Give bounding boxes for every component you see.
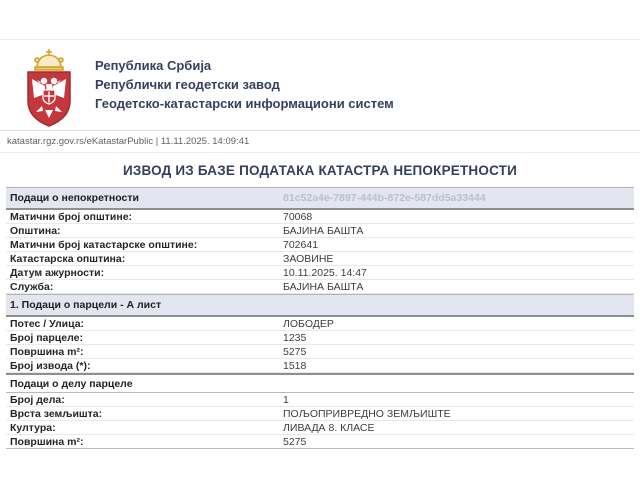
section-rows (6, 210, 634, 294)
header-line-system: Геодетско-катастарски информациони систем (95, 96, 394, 111)
table-row (6, 238, 634, 252)
section-header-property (6, 187, 634, 210)
row-value: ЛИВАДА 8. КЛАСЕ (283, 421, 375, 434)
table-row (6, 280, 634, 294)
header-title-block (95, 56, 394, 113)
row-label: Матични број општине: (10, 210, 133, 223)
row-label: Број извода (*): (10, 359, 91, 372)
table-row (6, 252, 634, 266)
row-label: Врста земљишта: (10, 407, 103, 420)
row-value: 702641 (283, 238, 319, 251)
row-value: 5275 (283, 345, 307, 358)
url-status-bar (0, 131, 640, 153)
table-row (6, 345, 634, 359)
app-header (0, 40, 640, 131)
row-value: 5275 (283, 435, 307, 448)
row-value: 10.11.2025. 14:47 (283, 266, 367, 279)
row-label: Култура: (10, 421, 56, 434)
section-title: 1. Подаци о парцели - А лист (10, 299, 162, 311)
page-title: ИЗВОД ИЗ БАЗЕ ПОДАТАКА КАТАСТРА НЕПОКРЕТНОСТИ (122, 162, 518, 178)
table-row (6, 317, 634, 331)
row-label: Катастарска општина: (10, 252, 126, 265)
row-label: Датум ажурности: (10, 266, 105, 279)
table-row (6, 421, 634, 435)
table-row (6, 210, 634, 224)
table-row (6, 224, 634, 238)
row-label: Служба: (10, 280, 54, 293)
cadastre-extract-table (6, 187, 634, 449)
header-line-agency: Републички геодетски завод (95, 77, 280, 92)
row-label: Површина m²: (10, 345, 84, 358)
table-row (6, 407, 634, 421)
row-value: ПОЉОПРИВРЕДНО ЗЕМЉИШТЕ (283, 407, 451, 420)
top-spacer (0, 0, 640, 40)
row-value: 70068 (283, 210, 313, 223)
row-value: 1235 (283, 331, 307, 344)
row-value: БАЈИНА БАШТА (283, 224, 364, 237)
row-label: Број парцеле: (10, 331, 83, 344)
table-row (6, 435, 634, 449)
row-label: Матични број катастарске општине: (10, 238, 198, 251)
table-row (6, 331, 634, 345)
section-property-data (6, 187, 634, 294)
url-and-timestamp: katastar.rgz.gov.rs/eKatastarPublic | 11.11.2025. 14:09:41 (7, 136, 250, 147)
row-value: 1518 (283, 359, 307, 372)
record-uuid: 81c52a4e-7897-444b-872e-587dd5a33444 (283, 192, 486, 204)
table-row (6, 266, 634, 280)
row-value: ЗАОВИНЕ (283, 252, 334, 265)
row-label: Број дела: (10, 393, 65, 406)
row-value: БАЈИНА БАШТА (283, 280, 364, 293)
section-header-parcel-part (6, 373, 634, 393)
header-line-country: Република Србија (95, 58, 212, 73)
row-value: ЛОБОДЕР (283, 317, 334, 330)
row-label: Општина: (10, 224, 61, 237)
section-rows (6, 393, 634, 449)
row-value: 1 (283, 393, 289, 406)
section-parcel-part-data (6, 373, 634, 449)
row-label: Површина m²: (10, 435, 84, 448)
serbia-coat-of-arms-icon (20, 48, 78, 127)
section-parcel-data (6, 294, 634, 373)
section-title: Подаци о непокретности (10, 192, 139, 204)
table-row (6, 393, 634, 407)
section-title: Подаци о делу парцеле (10, 377, 133, 390)
table-row (6, 359, 634, 373)
section-rows (6, 317, 634, 373)
section-header-parcel (6, 294, 634, 317)
row-label: Потес / Улица: (10, 317, 85, 330)
